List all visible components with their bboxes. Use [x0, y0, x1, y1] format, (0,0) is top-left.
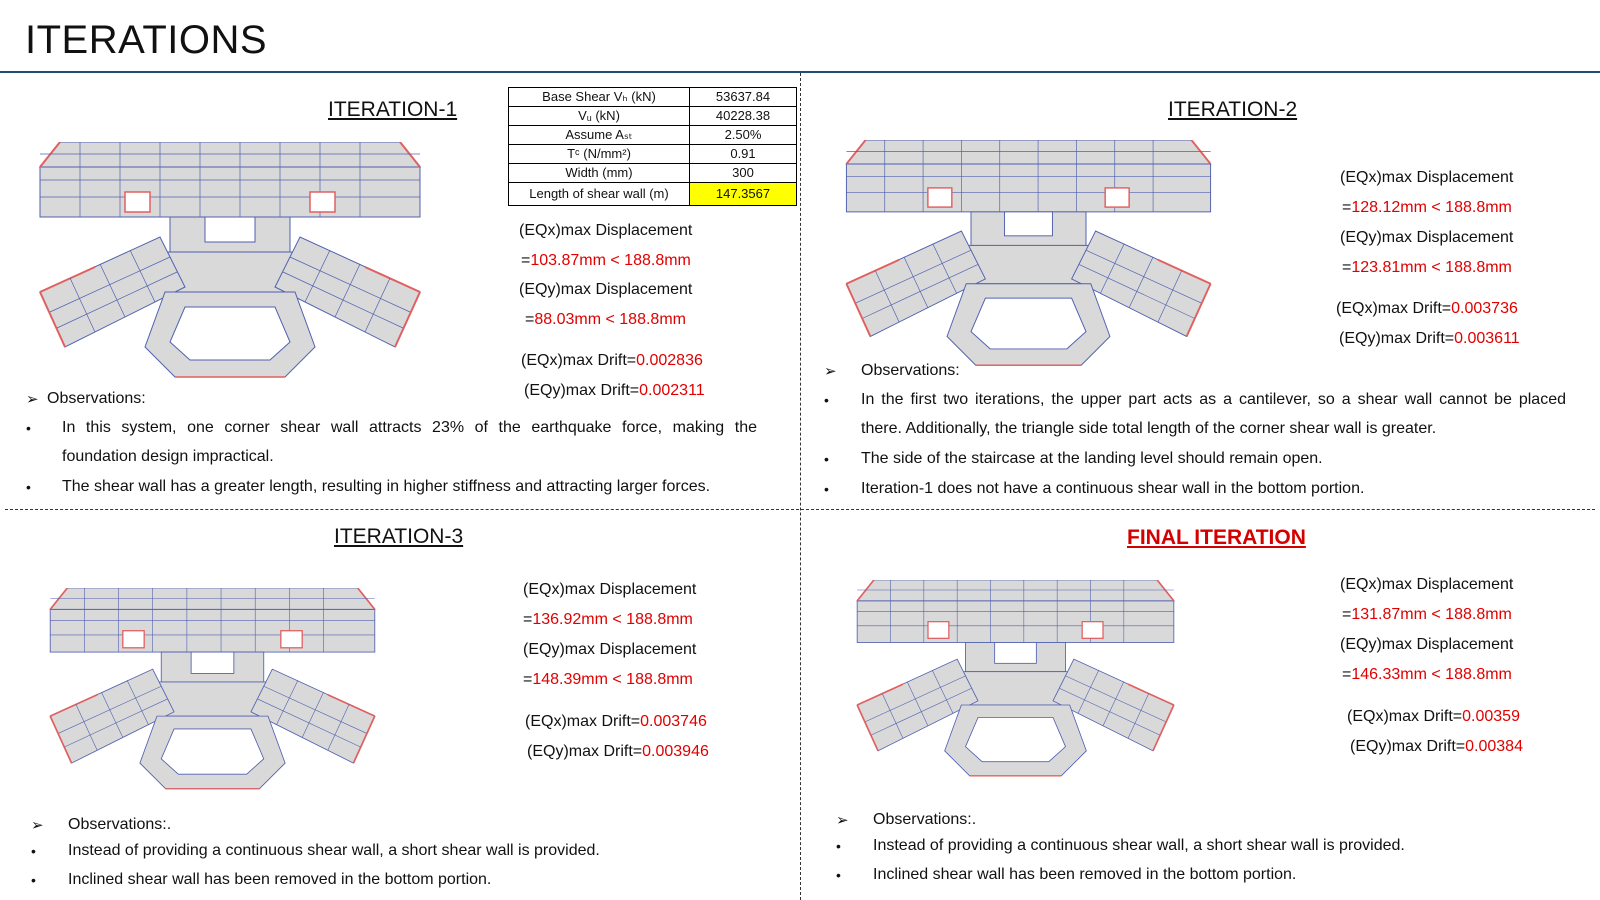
final-eqx-disp-label: (EQx)max Displacement	[1340, 576, 1514, 593]
vertical-divider	[800, 73, 801, 900]
table-cell-label: Vᵤ (kN)	[509, 107, 690, 126]
iter2-obs-2: The side of the staircase at the landing level should remain open.	[861, 450, 1323, 467]
iter3-eqx-drift-value: 0.003746	[640, 713, 707, 730]
iter2-obs-heading: Observations:	[861, 362, 960, 379]
table-cell-label: Width (mm)	[509, 164, 690, 183]
final-eqy-drift	[1350, 738, 1523, 756]
iter1-eqy-drift-label: (EQy)max Drift=	[524, 382, 640, 399]
iter3-eqy-drift-value: 0.003946	[642, 743, 709, 760]
iter2-eqy-drift-value: 0.003611	[1454, 330, 1520, 347]
iter3-obs-1: Instead of providing a continuous shear wall, a short shear wall is provided.	[68, 842, 600, 859]
equals-sign: =	[1342, 259, 1352, 276]
final-eqy-drift-value: 0.00384	[1465, 738, 1523, 755]
final-eqy-disp-value: 146.33mm < 188.8mm	[1351, 666, 1512, 683]
iteration-2-title: ITERATION-2	[1168, 98, 1298, 121]
table-cell-label: Assume Aₛₜ	[509, 126, 690, 145]
iter3-eqy-disp	[523, 671, 693, 689]
iter3-eqy-drift-label: (EQy)max Drift=	[527, 743, 643, 760]
iter3-eqy-disp-label: (EQy)max Displacement	[523, 641, 697, 658]
iter2-eqx-disp-label: (EQx)max Displacement	[1340, 169, 1514, 186]
final-eqx-drift-label: (EQx)max Drift=	[1347, 708, 1463, 725]
arrow-bullet-icon: ➢	[31, 817, 44, 834]
final-obs-heading: Observations:.	[873, 811, 977, 828]
table-row	[509, 107, 797, 126]
final-eqx-disp	[1342, 606, 1512, 624]
shear-wall-table	[508, 87, 797, 206]
bullet-icon: •	[824, 392, 829, 408]
equals-sign: =	[523, 671, 533, 688]
table-row	[509, 88, 797, 107]
arrow-bullet-icon: ➢	[836, 812, 849, 829]
table-row	[509, 145, 797, 164]
table-cell-value: 40228.38	[690, 107, 797, 126]
iter2-obs-1b: there. Additionally, the triangle side total length of the corner shear wall is greater.	[861, 420, 1437, 437]
iter1-eqy-drift	[524, 382, 705, 400]
table-cell-value: 300	[690, 164, 797, 183]
iter1-obs-1: In this system, one corner shear wall attracts 23% of the earthquake force, making the	[62, 419, 757, 436]
horizontal-divider	[5, 509, 1595, 510]
iteration-3-floor-plan	[35, 588, 390, 793]
iter3-eqx-drift-label: (EQx)max Drift=	[525, 713, 641, 730]
iter1-eqx-drift-value: 0.002836	[636, 352, 703, 369]
iteration-2-floor-plan	[836, 140, 1221, 370]
iteration-3-title: ITERATION-3	[334, 525, 464, 548]
bullet-icon: •	[26, 420, 31, 436]
equals-sign: =	[525, 311, 535, 328]
final-obs-2: Inclined shear wall has been removed in the bottom portion.	[873, 866, 1297, 883]
iter2-eqx-disp-value: 128.12mm < 188.8mm	[1351, 199, 1512, 216]
equals-sign: =	[1342, 199, 1352, 216]
iter2-obs-3: Iteration-1 does not have a continuous shear wall in the bottom portion.	[861, 480, 1365, 497]
bullet-icon: •	[836, 867, 841, 883]
table-cell-label: Length of shear wall (m)	[509, 183, 690, 206]
bullet-icon: •	[836, 838, 841, 854]
iter1-obs-1b: foundation design impractical.	[62, 448, 274, 465]
iter2-eqy-drift	[1339, 330, 1520, 348]
iter1-eqy-disp	[525, 311, 686, 329]
iter2-eqx-drift	[1336, 300, 1518, 318]
iter2-eqx-disp	[1342, 199, 1512, 217]
iter3-obs-2: Inclined shear wall has been removed in the bottom portion.	[68, 871, 492, 888]
equals-sign: =	[523, 611, 533, 628]
equals-sign: =	[1342, 606, 1352, 623]
iter1-eqy-disp-value: 88.03mm < 188.8mm	[534, 311, 686, 328]
final-eqx-drift	[1347, 708, 1520, 726]
iter3-eqx-disp-label: (EQx)max Displacement	[523, 581, 697, 598]
iter1-obs-heading: Observations:	[47, 390, 146, 407]
iter1-eqx-drift	[521, 352, 703, 370]
final-eqx-drift-value: 0.00359	[1462, 708, 1520, 725]
iter3-eqx-drift	[525, 713, 707, 731]
iter1-eqx-disp	[521, 252, 691, 270]
iter1-eqx-disp-value: 103.87mm < 188.8mm	[530, 252, 691, 269]
table-cell-value: 53637.84	[690, 88, 797, 107]
table-row	[509, 126, 797, 145]
page-title: ITERATIONS	[25, 18, 268, 62]
table-cell-label: Tᶜ (N/mm²)	[509, 145, 690, 164]
arrow-bullet-icon: ➢	[26, 391, 39, 408]
iter3-obs-heading: Observations:.	[68, 816, 172, 833]
final-eqy-drift-label: (EQy)max Drift=	[1350, 738, 1466, 755]
table-cell-value: 2.50%	[690, 126, 797, 145]
bullet-icon: •	[824, 481, 829, 497]
iter1-obs-2: The shear wall has a greater length, resulting in higher stiffness and attracting larger forces.	[62, 478, 711, 495]
final-obs-1: Instead of providing a continuous shear wall, a short shear wall is provided.	[873, 837, 1405, 854]
equals-sign: =	[521, 252, 531, 269]
table-row	[509, 183, 797, 206]
bullet-icon: •	[31, 872, 36, 888]
table-cell-value: 0.91	[690, 145, 797, 164]
table-cell-label: Base Shear Vₕ (kN)	[509, 88, 690, 107]
final-eqx-disp-value: 131.87mm < 188.8mm	[1351, 606, 1512, 623]
iter2-eqy-disp-value: 123.81mm < 188.8mm	[1351, 259, 1512, 276]
iter2-eqy-disp	[1342, 259, 1512, 277]
final-iteration-title: FINAL ITERATION	[1127, 526, 1306, 549]
bullet-icon: •	[824, 451, 829, 467]
iter2-eqx-drift-value: 0.003736	[1451, 300, 1518, 317]
equals-sign: =	[1342, 666, 1352, 683]
iter3-eqy-drift	[527, 743, 709, 761]
iter3-eqx-disp	[523, 611, 693, 629]
bullet-icon: •	[26, 479, 31, 495]
iter3-eqy-disp-value: 148.39mm < 188.8mm	[532, 671, 693, 688]
final-eqy-disp	[1342, 666, 1512, 684]
iter1-eqy-disp-label: (EQy)max Displacement	[519, 281, 693, 298]
iter1-eqx-disp-label: (EQx)max Displacement	[519, 222, 693, 239]
iter2-eqx-drift-label: (EQx)max Drift=	[1336, 300, 1452, 317]
final-iteration-floor-plan	[843, 580, 1188, 780]
iter2-obs-1: In the first two iterations, the upper part acts as a cantilever, so a shear wall cannot be placed	[861, 391, 1566, 408]
bullet-icon: •	[31, 843, 36, 859]
arrow-bullet-icon: ➢	[824, 363, 837, 380]
final-eqy-disp-label: (EQy)max Displacement	[1340, 636, 1514, 653]
table-cell-value-highlighted: 147.3567	[690, 183, 797, 206]
iteration-1-title: ITERATION-1	[328, 98, 458, 121]
iteration-1-floor-plan	[30, 142, 430, 382]
iter1-eqy-drift-value: 0.002311	[639, 382, 705, 399]
table-row	[509, 164, 797, 183]
iter1-eqx-drift-label: (EQx)max Drift=	[521, 352, 637, 369]
iter2-eqy-disp-label: (EQy)max Displacement	[1340, 229, 1514, 246]
iter3-eqx-disp-value: 136.92mm < 188.8mm	[532, 611, 693, 628]
iter2-eqy-drift-label: (EQy)max Drift=	[1339, 330, 1455, 347]
